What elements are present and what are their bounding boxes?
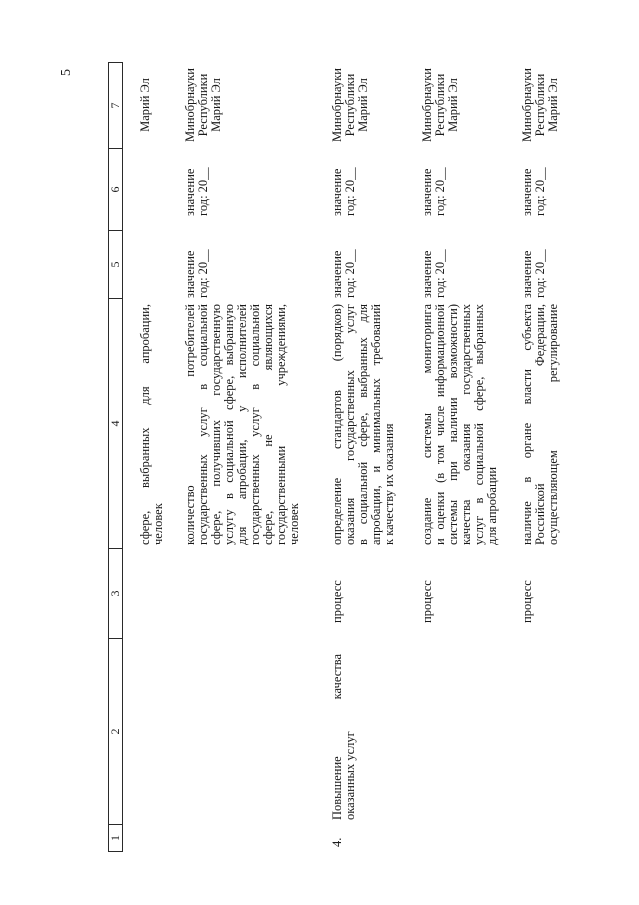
cell-line: услуг в социальной сфере, выбранных: [472, 304, 486, 545]
cell-line: к качеству их оказания: [382, 423, 396, 545]
cell-line: количество потребителей: [183, 304, 197, 545]
header-cell: 1: [108, 835, 122, 841]
cell-line: Марий Эл: [356, 78, 370, 132]
cell-line: Минобрнауки: [520, 68, 534, 142]
cell-type: [421, 561, 434, 623]
cell-line: сфере, не являющихся: [261, 304, 275, 545]
cell-line: Республики: [433, 73, 447, 137]
cell-number: [331, 827, 344, 847]
cell-line: оказания государственных услуг: [343, 304, 357, 545]
cell-line: значение: [330, 250, 344, 298]
cell-line: год: 20__: [433, 167, 447, 216]
cell-line: создание системы мониторинга: [420, 304, 434, 545]
cell-responsible: [521, 65, 560, 145]
cell-line: год: 20__: [196, 167, 210, 216]
cell-line: Республики: [343, 73, 357, 137]
cell-responsible: [421, 65, 460, 145]
page-number: 5: [59, 69, 74, 76]
cell-target-value: [184, 154, 210, 216]
cell-line: человек: [287, 503, 301, 545]
cell-line: процесс: [520, 580, 534, 623]
table-header: [108, 62, 123, 852]
cell-line: Минобрнауки: [330, 68, 344, 142]
cell-target-value: [331, 154, 357, 216]
cell-line: Повышение качества: [330, 654, 344, 820]
cell-line: Республики: [196, 73, 210, 137]
cell-line: человек: [151, 503, 165, 545]
cell-line: процесс: [330, 580, 344, 623]
cell-type: [521, 561, 534, 623]
header-cell: 4: [109, 299, 122, 549]
header-cell: 6: [109, 149, 122, 231]
cell-line: 4.: [330, 837, 344, 847]
cell-task: [331, 654, 357, 820]
cell-line: оказанных услуг: [343, 731, 357, 820]
cell-line: государственных услуг в социальной: [248, 304, 262, 545]
header-cell: 7: [109, 63, 122, 149]
cell-line: Марий Эл: [446, 78, 460, 132]
cell-line: год: 20__: [533, 249, 547, 298]
cell-line: для апробации: [485, 466, 499, 545]
cell-line: значение: [183, 168, 197, 216]
cell-line: государственных услуг в социальной: [196, 304, 210, 545]
cell-line: сфере, выбранных для апробации,: [138, 304, 152, 545]
header-cell: 5: [109, 231, 122, 299]
cell-target-value: [521, 154, 547, 216]
cell-line: год: 20__: [343, 167, 357, 216]
cell-base-value: [421, 236, 447, 298]
cell-line: значение: [420, 250, 434, 298]
cell-line: значение: [330, 168, 344, 216]
cell-line: Минобрнауки: [183, 68, 197, 142]
cell-line: качества оказания государственных: [459, 304, 473, 545]
cell-line: Марий Эл: [546, 78, 560, 132]
cell-line: апробации, и минимальных требований: [369, 304, 383, 545]
cell-line: Минобрнауки: [420, 68, 434, 142]
cell-responsible: [139, 65, 152, 145]
cell-line: государственными учреждениями,: [274, 304, 288, 545]
cell-type: [331, 561, 344, 623]
cell-line: для апробации, у исполнителей: [235, 304, 249, 545]
cell-line: наличие в органе власти субъекта: [520, 304, 534, 545]
cell-line: год: 20__: [196, 249, 210, 298]
cell-indicator: [521, 304, 560, 545]
cell-line: год: 20__: [533, 167, 547, 216]
cell-indicator: [331, 304, 396, 545]
cell-line: осуществляющем регулирование: [546, 304, 560, 545]
cell-line: год: 20__: [343, 249, 357, 298]
cell-line: определение стандартов (порядков): [330, 304, 344, 545]
cell-indicator: [139, 304, 165, 545]
cell-base-value: [184, 236, 210, 298]
cell-responsible: [331, 65, 370, 145]
cell-line: год: 20__: [433, 249, 447, 298]
cell-line: процесс: [420, 580, 434, 623]
cell-line: значение: [420, 168, 434, 216]
cell-indicator: [421, 304, 499, 545]
cell-line: значение: [520, 250, 534, 298]
cell-target-value: [421, 154, 447, 216]
cell-indicator: [184, 304, 301, 545]
cell-base-value: [521, 236, 547, 298]
header-cell: 3: [109, 549, 122, 639]
cell-line: значение: [520, 168, 534, 216]
cell-line: Марий Эл: [138, 78, 152, 132]
cell-line: Республики: [533, 73, 547, 137]
cell-base-value: [331, 236, 357, 298]
cell-line: услугу в социальной сфере, выбранную: [222, 304, 236, 545]
cell-line: сфере, получивших государственную: [209, 304, 223, 545]
cell-line: и оценки (в том числе информационной: [433, 304, 447, 545]
cell-line: в социальной сфере, выбранных для: [356, 304, 370, 545]
cell-line: Российской Федерации,: [533, 304, 547, 545]
cell-line: Марий Эл: [209, 78, 223, 132]
cell-line: системы при наличии возможности): [446, 304, 460, 545]
cell-responsible: [184, 65, 223, 145]
header-cell: 2: [109, 639, 122, 825]
cell-line: значение: [183, 250, 197, 298]
